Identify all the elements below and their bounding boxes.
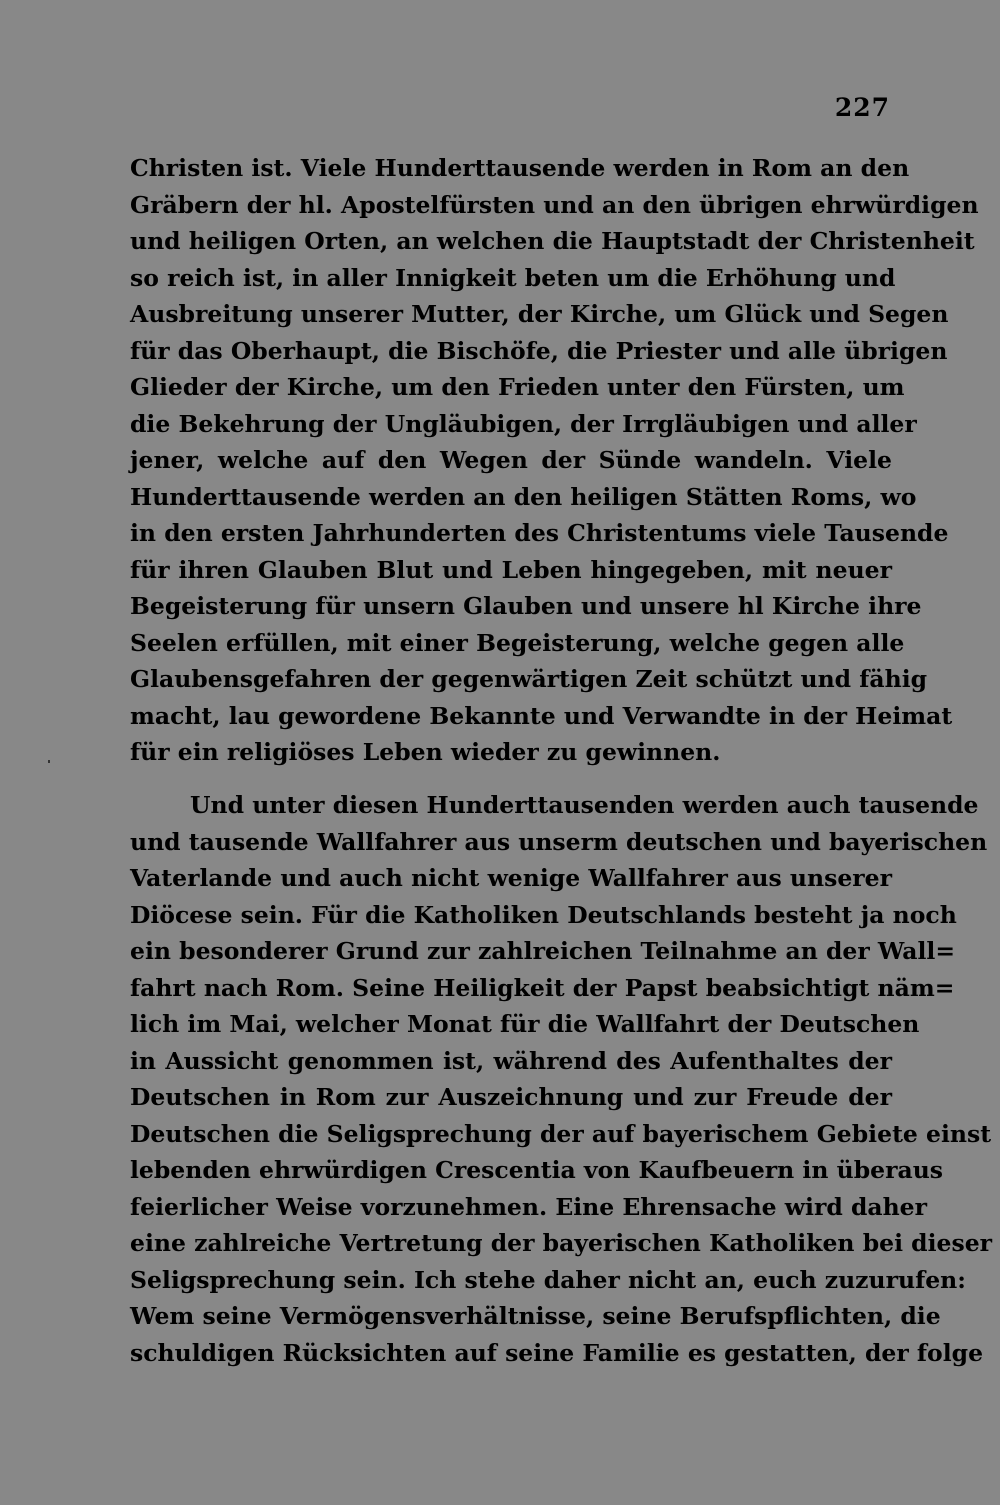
text-line: Diöcese sein. Für die Katholiken Deutschlands besteht ja noch	[130, 900, 957, 929]
paragraph-2	[130, 787, 993, 1371]
text-line: eine zahlreiche Vertretung der bayerischen Katholiken bei dieser	[130, 1229, 993, 1257]
text-line: jener, welche auf den Wegen der Sünde wandeln. Viele	[130, 446, 892, 474]
text-line: Glieder der Kirche, um den Frieden unter den Fürsten, um	[130, 373, 905, 401]
text-line: so reich ist, in aller Innigkeit beten um die Erhöhung und	[130, 263, 896, 292]
text-line: Vaterlande und auch nicht wenige Wallfahrer aus unserer	[130, 864, 892, 892]
text-line: schuldigen Rücksichten auf seine Familie es gestatten, der folge	[130, 1338, 984, 1367]
text-line: in Aussicht genommen ist, während des Aufenthaltes der	[130, 1046, 892, 1075]
text-line: in den ersten Jahrhunderten des Christentums viele Tausende	[130, 519, 949, 547]
text-line: fahrt nach Rom. Seine Heiligkeit der Papst beabsichtigt näm=	[130, 973, 955, 1002]
text-line: Gräbern der hl. Apostelfürsten und an den übrigen ehrwürdigen	[130, 190, 979, 219]
text-line: und heiligen Orten, an welchen die Hauptstadt der Christenheit	[130, 227, 975, 255]
text-line: lebenden ehrwürdigen Crescentia von Kaufbeuern in überaus	[130, 1156, 944, 1184]
text-line: ein besonderer Grund zur zahlreichen Teilnahme an der Wall=	[130, 937, 956, 965]
text-line: Hunderttausende werden an den heiligen Stätten Roms, wo	[130, 482, 917, 511]
text-line: für das Oberhaupt, die Bischöfe, die Priester und alle übrigen	[130, 336, 948, 365]
text-line: und tausende Wallfahrer aus unserm deutschen und bayerischen	[130, 827, 988, 856]
text-line: Begeisterung für unsern Glauben und unsere hl Kirche ihre	[130, 592, 922, 620]
text-line: macht, lau gewordene Bekannte und Verwandte in der Heimat	[130, 701, 953, 730]
text-line: Deutschen die Seligsprechung der auf bayerischem Gebiete einst	[130, 1119, 992, 1148]
text-line: feierlicher Weise vorzunehmen. Eine Ehrensache wird daher	[130, 1192, 928, 1221]
text-line: Christen ist. Viele Hunderttausende werden in Rom an den	[130, 154, 910, 182]
text-line: Wem seine Vermögensverhältnisse, seine Berufspflichten, die	[130, 1302, 941, 1330]
text-line: Seligsprechung sein. Ich stehe daher nicht an, euch zuzurufen:	[130, 1265, 966, 1294]
margin-speck	[48, 760, 50, 763]
text-line: für ihren Glauben Blut und Leben hingegeben, mit neuer	[130, 555, 892, 584]
paragraph-1	[130, 150, 979, 771]
text-line: Seelen erfüllen, mit einer Begeisterung, welche gegen alle	[130, 628, 905, 657]
text-line: Deutschen in Rom zur Auszeichnung und zur Freude der	[130, 1083, 892, 1111]
text-line: Und unter diesen Hunderttausenden werden auch tausende	[190, 791, 979, 819]
page-number: 227	[834, 93, 890, 122]
text-line: für ein religiöses Leben wieder zu gewinnen.	[130, 738, 721, 766]
text-line: lich im Mai, welcher Monat für die Wallfahrt der Deutschen	[130, 1010, 920, 1038]
text-line: Ausbreitung unserer Mutter, der Kirche, um Glück und Segen	[130, 300, 949, 328]
text-line: die Bekehrung der Ungläubigen, der Irrgläubigen und aller	[130, 409, 917, 438]
text-line: Glaubensgefahren der gegenwärtigen Zeit schützt und fähig	[130, 665, 928, 693]
